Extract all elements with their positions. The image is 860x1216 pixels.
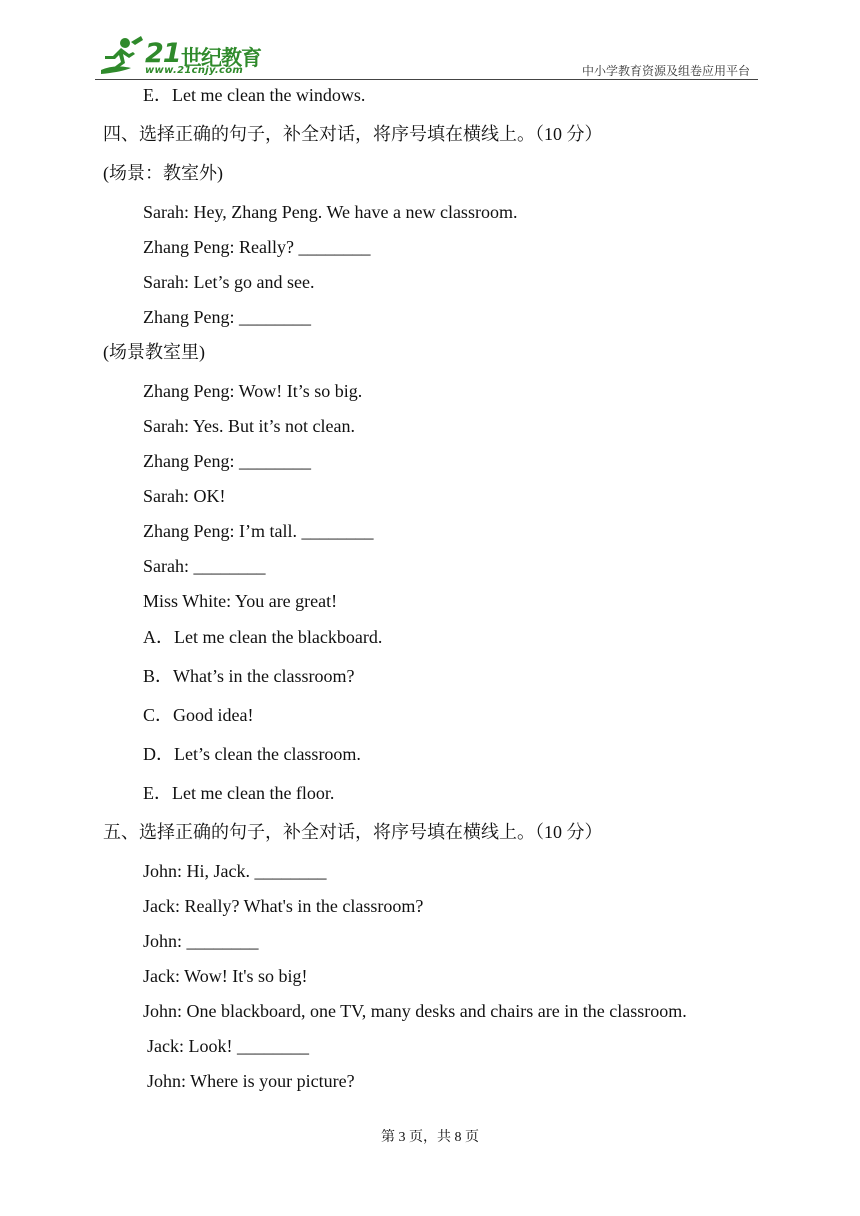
dialog-line: Jack: Wow! It's so big!	[143, 966, 308, 986]
dialog-line: John: One blackboard, one TV, many desks and chairs are in the classroom.	[143, 1001, 687, 1021]
page-number: 第 3 页，共 8 页	[381, 1130, 479, 1145]
option-b: B．What’s in the classroom?	[143, 666, 355, 686]
logo-number: 21	[145, 38, 181, 69]
dialog-line: Sarah: Let’s go and see.	[143, 272, 315, 292]
dialog-line: Zhang Peng: Wow! It’s so big.	[143, 381, 363, 401]
section4-title: 四、选择正确的句子，补全对话，将序号填在横线上。（10 分）	[103, 124, 603, 144]
dialog-line: Miss White: You are great!	[143, 591, 338, 611]
option-e: E．Let me clean the floor.	[143, 783, 335, 803]
page-header	[95, 34, 758, 80]
logo-chinese: 世纪教育	[181, 46, 261, 70]
dialog-line: John: Where is your picture?	[147, 1071, 355, 1091]
dialog-line: Sarah: Hey, Zhang Peng. We have a new classroom.	[143, 202, 518, 222]
dialog-line: Zhang Peng: ________	[143, 451, 311, 471]
prev-option-e: E．Let me clean the windows.	[143, 85, 366, 105]
option-c: C．Good idea!	[143, 705, 254, 725]
logo	[95, 34, 270, 78]
option-d: D．Let’s clean the classroom.	[143, 744, 361, 764]
dialog-line: Zhang Peng: Really? ________	[143, 237, 371, 257]
dialog-line: Sarah: ________	[143, 556, 266, 576]
dialog-line: John: Hi, Jack. ________	[143, 861, 327, 881]
runner-logo-icon	[95, 34, 147, 78]
section4-scene-inside: (场景教室里)	[103, 342, 205, 362]
section5-title: 五、选择正确的句子，补全对话，将序号填在横线上。（10 分）	[103, 822, 603, 842]
dialog-line: Zhang Peng: I’m tall. ________	[143, 521, 374, 541]
section4-scene-outside: (场景：教室外)	[103, 163, 223, 183]
header-divider	[95, 79, 758, 80]
option-a: A．Let me clean the blackboard.	[143, 627, 383, 647]
logo-url: www.21cnjy.com	[145, 65, 244, 76]
dialog-line: Jack: Really? What's in the classroom?	[143, 896, 424, 916]
header-platform-name: 中小学教育资源及组卷应用平台	[581, 64, 750, 78]
dialog-line: Jack: Look! ________	[147, 1036, 309, 1056]
dialog-line: Sarah: OK!	[143, 486, 226, 506]
dialog-line: Sarah: Yes. But it’s not clean.	[143, 416, 355, 436]
dialog-line: Zhang Peng: ________	[143, 307, 311, 327]
dialog-line: John: ________	[143, 931, 259, 951]
